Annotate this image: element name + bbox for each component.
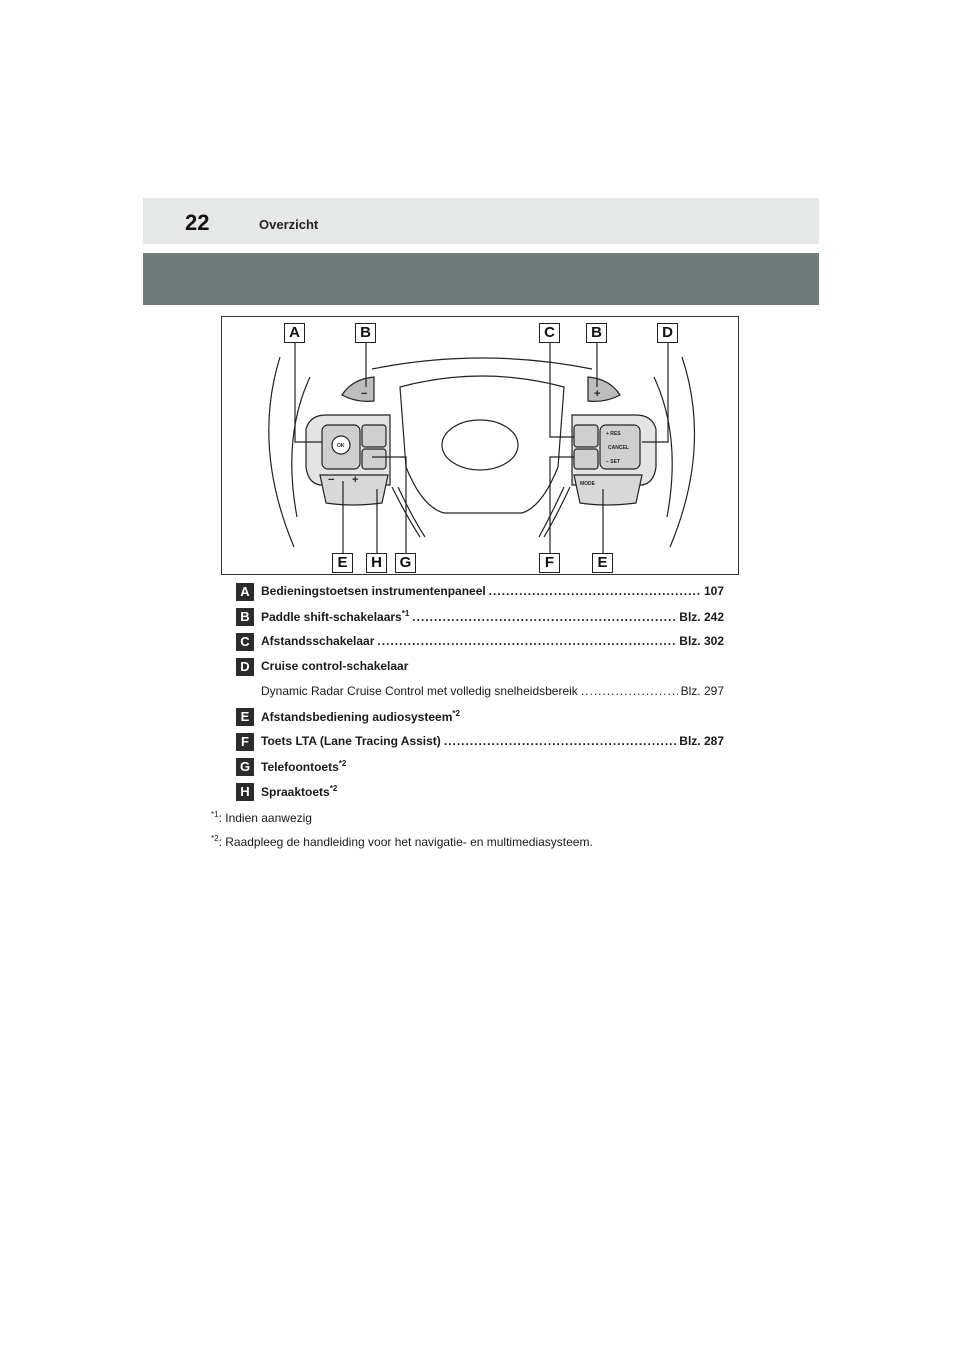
- legend-label: Cruise control-schakelaar: [261, 659, 409, 673]
- legend-subitem-d: [236, 683, 724, 708]
- page-header: [143, 198, 819, 244]
- callout-e-bottom-left: E: [332, 553, 353, 573]
- legend-label: Paddle shift-schakelaars: [261, 610, 402, 624]
- rim-right-outer: [670, 357, 695, 547]
- paddle-plus-label: +: [594, 388, 601, 400]
- legend-page-ref: Blz. 287: [679, 734, 724, 748]
- footnote-mark: *1: [211, 810, 219, 819]
- legend-badge: D: [236, 658, 254, 676]
- section-band: [143, 253, 819, 305]
- callout-b-top-right: B: [586, 323, 607, 343]
- legend-page-ref: Blz. 242: [679, 610, 724, 624]
- footnote-mark: *2: [338, 759, 347, 768]
- set-button-label: − SET: [606, 459, 621, 465]
- hub-outline: [400, 376, 564, 513]
- rim-top: [372, 358, 592, 369]
- legend-badge: B: [236, 608, 254, 626]
- legend-label: Afstandsbediening audiosysteem: [261, 710, 453, 724]
- footnote-mark: *2: [211, 834, 219, 843]
- callout-e-bottom-right: E: [592, 553, 613, 573]
- legend-label: Afstandsschakelaar: [261, 634, 375, 648]
- legend-badge: A: [236, 583, 254, 601]
- legend-sublabel: Dynamic Radar Cruise Control met volledig snelheidsbereik: [261, 684, 578, 698]
- volume-minus-label: −: [328, 474, 335, 486]
- legend-item-a: [236, 583, 724, 608]
- legend-badge: F: [236, 733, 254, 751]
- callout-h-bottom: H: [366, 553, 387, 573]
- rim-left-outer: [269, 357, 294, 547]
- hub-logo: [442, 420, 518, 470]
- legend-label: Spraaktoets: [261, 785, 330, 799]
- legend-page-ref: 107: [703, 584, 724, 598]
- legend-item-d: [236, 658, 724, 683]
- footnote-2: [211, 834, 593, 858]
- legend-item-h: [236, 783, 724, 808]
- legend-badge: E: [236, 708, 254, 726]
- callout-d-top: D: [657, 323, 678, 343]
- legend-list: [236, 583, 724, 808]
- rim-right-inner: [654, 377, 672, 517]
- legend-item-g: [236, 758, 724, 783]
- footnote-text: : Raadpleeg de handleiding voor het navigatie- en multimediasysteem.: [218, 835, 593, 849]
- legend-badge: C: [236, 633, 254, 651]
- callout-g-bottom: G: [395, 553, 416, 573]
- footnote-mark: *2: [452, 709, 460, 718]
- legend-badge: G: [236, 758, 254, 776]
- footnote-mark: *1: [401, 609, 410, 618]
- legend-label: Bedieningstoetsen instrumentenpaneel: [261, 584, 486, 598]
- section-title: Overzicht: [259, 217, 319, 232]
- res-button-label: + RES: [606, 431, 621, 437]
- callout-a-top: A: [284, 323, 305, 343]
- steering-wheel-illustration: [222, 317, 739, 575]
- cancel-button-label: CANCEL: [608, 445, 629, 451]
- footnote-mark: *2: [329, 784, 338, 793]
- legend-page-ref: Blz. 302: [679, 634, 724, 648]
- callout-f-bottom: F: [539, 553, 560, 573]
- steering-wheel-figure: [221, 316, 739, 575]
- page-number: 22: [185, 210, 210, 235]
- mode-button-label: MODE: [580, 481, 595, 487]
- legend-item-f: [236, 733, 724, 758]
- ok-button-label: OK: [337, 443, 345, 449]
- legend-item-e: [236, 708, 724, 733]
- footnotes: [211, 810, 593, 858]
- volume-plus-label: +: [352, 474, 359, 486]
- legend-page-ref: Blz. 297: [680, 684, 724, 698]
- paddle-left: [342, 377, 374, 401]
- footnote-1: [211, 810, 593, 834]
- callout-b-top-left: B: [355, 323, 376, 343]
- callout-c-top: C: [539, 323, 560, 343]
- legend-item-c: [236, 633, 724, 658]
- legend-item-b: [236, 608, 724, 633]
- legend-badge: H: [236, 783, 254, 801]
- legend-label: Toets LTA (Lane Tracing Assist): [261, 734, 441, 748]
- paddle-right: [588, 377, 620, 401]
- paddle-minus-label: −: [361, 388, 368, 400]
- legend-label: Telefoontoets: [261, 760, 339, 774]
- footnote-text: : Indien aanwezig: [218, 811, 312, 825]
